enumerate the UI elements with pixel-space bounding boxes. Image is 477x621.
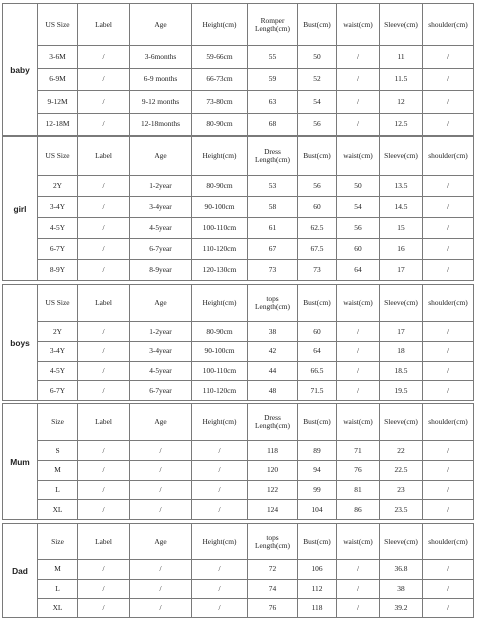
table-cell: / <box>423 341 474 361</box>
column-header: Size <box>38 404 78 441</box>
table-cell: / <box>78 598 130 617</box>
table-cell: 11.5 <box>380 68 423 90</box>
column-header: Label <box>78 4 130 46</box>
table-cell: / <box>192 598 248 617</box>
table-cell: 73 <box>248 260 298 281</box>
table-cell: / <box>78 500 130 520</box>
table-cell: / <box>423 46 474 68</box>
table-cell: / <box>78 91 130 113</box>
table-cell: 59-66cm <box>192 46 248 68</box>
table-cell: 13.5 <box>380 176 423 197</box>
table-cell: / <box>78 218 130 239</box>
table-cell: 118 <box>298 598 337 617</box>
column-header: shoulder(cm) <box>423 524 474 560</box>
table-cell: 1-2year <box>130 322 192 342</box>
table-cell: 52 <box>298 68 337 90</box>
table-cell: 12-18M <box>38 113 78 135</box>
table-cell: / <box>423 260 474 281</box>
table-cell: 18 <box>380 341 423 361</box>
column-header: Sleeve(cm) <box>380 285 423 322</box>
table-cell: L <box>38 579 78 598</box>
column-header: Age <box>130 137 192 176</box>
column-header: Label <box>78 285 130 322</box>
table-cell: 80-90cm <box>192 322 248 342</box>
table-cell: 17 <box>380 260 423 281</box>
column-header: Bust(cm) <box>298 137 337 176</box>
table-cell: M <box>38 460 78 480</box>
table-row <box>3 239 474 260</box>
table-cell: 71.5 <box>298 381 337 401</box>
table-cell: / <box>423 598 474 617</box>
table-row <box>3 560 474 579</box>
column-header: Height(cm) <box>192 137 248 176</box>
table-cell: / <box>130 579 192 598</box>
table-cell: / <box>337 91 380 113</box>
table-cell: 64 <box>337 260 380 281</box>
table-cell: / <box>78 239 130 260</box>
table-cell: 3-6M <box>38 46 78 68</box>
table-cell: 6-7year <box>130 239 192 260</box>
table-row <box>3 46 474 68</box>
table-cell: / <box>337 113 380 135</box>
table-cell: / <box>337 598 380 617</box>
table-cell: 100-110cm <box>192 361 248 381</box>
table-cell: XL <box>38 598 78 617</box>
table-cell: / <box>423 68 474 90</box>
size-table-girl <box>2 136 474 281</box>
column-header: tops Length(cm) <box>248 285 298 322</box>
table-cell: 50 <box>337 176 380 197</box>
table-cell: 66.5 <box>298 361 337 381</box>
column-header: Bust(cm) <box>298 4 337 46</box>
table-cell: 56 <box>298 176 337 197</box>
table-cell: / <box>423 500 474 520</box>
size-block-dad <box>2 523 473 618</box>
column-header: Age <box>130 4 192 46</box>
table-row <box>3 341 474 361</box>
table-cell: 73-80cm <box>192 91 248 113</box>
table-cell: / <box>78 68 130 90</box>
table-cell: 60 <box>298 197 337 218</box>
table-cell: 54 <box>337 197 380 218</box>
table-cell: / <box>423 361 474 381</box>
table-cell: / <box>337 560 380 579</box>
column-header: shoulder(cm) <box>423 4 474 46</box>
size-table-dad <box>2 523 474 618</box>
table-cell: 63 <box>248 91 298 113</box>
table-cell: 100-110cm <box>192 218 248 239</box>
table-cell: / <box>423 176 474 197</box>
header-row <box>3 404 474 441</box>
table-cell: 67.5 <box>298 239 337 260</box>
column-header: Romper Length(cm) <box>248 4 298 46</box>
table-cell: 86 <box>337 500 380 520</box>
table-cell: 6-7Y <box>38 381 78 401</box>
table-cell: / <box>423 197 474 218</box>
table-cell: 66-73cm <box>192 68 248 90</box>
table-cell: / <box>337 361 380 381</box>
table-cell: 104 <box>298 500 337 520</box>
table-cell: 6-7year <box>130 381 192 401</box>
table-cell: 67 <box>248 239 298 260</box>
table-cell: 12.5 <box>380 113 423 135</box>
table-cell: 12 <box>380 91 423 113</box>
column-header: Height(cm) <box>192 404 248 441</box>
table-cell: 99 <box>298 480 337 500</box>
table-row <box>3 218 474 239</box>
column-header: waist(cm) <box>337 524 380 560</box>
table-cell: 9-12M <box>38 91 78 113</box>
column-header: Age <box>130 404 192 441</box>
table-cell: / <box>130 500 192 520</box>
table-cell: 76 <box>248 598 298 617</box>
table-cell: 23.5 <box>380 500 423 520</box>
table-cell: 50 <box>298 46 337 68</box>
size-block-mum <box>2 403 473 520</box>
table-cell: 76 <box>337 460 380 480</box>
table-cell: 68 <box>248 113 298 135</box>
table-cell: 6-9 months <box>130 68 192 90</box>
group-label: Mum <box>3 404 38 520</box>
table-cell: 106 <box>298 560 337 579</box>
table-cell: 8-9year <box>130 260 192 281</box>
table-cell: L <box>38 480 78 500</box>
column-header: Size <box>38 524 78 560</box>
table-cell: 3-4year <box>130 341 192 361</box>
table-cell: 44 <box>248 361 298 381</box>
table-cell: 118 <box>248 441 298 461</box>
table-cell: 80-90cm <box>192 113 248 135</box>
table-cell: 2Y <box>38 176 78 197</box>
column-header: shoulder(cm) <box>423 404 474 441</box>
column-header: waist(cm) <box>337 137 380 176</box>
table-cell: / <box>130 480 192 500</box>
table-row <box>3 113 474 135</box>
table-row <box>3 460 474 480</box>
table-cell: 94 <box>298 460 337 480</box>
table-cell: / <box>423 322 474 342</box>
table-cell: / <box>423 113 474 135</box>
table-cell: / <box>337 68 380 90</box>
column-header: tops Length(cm) <box>248 524 298 560</box>
table-row <box>3 176 474 197</box>
size-table-baby <box>2 3 474 136</box>
table-cell: / <box>130 460 192 480</box>
table-cell: 15 <box>380 218 423 239</box>
table-cell: / <box>192 560 248 579</box>
table-cell: 18.5 <box>380 361 423 381</box>
group-label: boys <box>3 285 38 401</box>
column-header: Age <box>130 285 192 322</box>
table-cell: 74 <box>248 579 298 598</box>
table-cell: / <box>337 322 380 342</box>
table-cell: 4-5Y <box>38 361 78 381</box>
table-cell: 55 <box>248 46 298 68</box>
table-cell: / <box>130 598 192 617</box>
column-header: US Size <box>38 4 78 46</box>
table-row <box>3 68 474 90</box>
table-cell: 61 <box>248 218 298 239</box>
table-cell: 12-18months <box>130 113 192 135</box>
table-cell: / <box>423 91 474 113</box>
table-cell: 73 <box>298 260 337 281</box>
table-cell: 60 <box>337 239 380 260</box>
table-row <box>3 500 474 520</box>
table-cell: / <box>192 480 248 500</box>
table-cell: 14.5 <box>380 197 423 218</box>
table-cell: 81 <box>337 480 380 500</box>
table-row <box>3 579 474 598</box>
table-cell: 4-5year <box>130 218 192 239</box>
column-header: shoulder(cm) <box>423 137 474 176</box>
column-header: waist(cm) <box>337 4 380 46</box>
table-cell: 110-120cm <box>192 381 248 401</box>
group-label: baby <box>3 4 38 136</box>
header-row <box>3 137 474 176</box>
table-cell: / <box>423 480 474 500</box>
table-cell: / <box>78 46 130 68</box>
table-cell: 23 <box>380 480 423 500</box>
table-cell: 72 <box>248 560 298 579</box>
column-header: Age <box>130 524 192 560</box>
table-cell: / <box>78 560 130 579</box>
size-block-boys <box>2 284 473 401</box>
table-row <box>3 197 474 218</box>
table-cell: XL <box>38 500 78 520</box>
column-header: US Size <box>38 285 78 322</box>
table-cell: 3-4Y <box>38 197 78 218</box>
table-cell: / <box>78 176 130 197</box>
table-cell: 120-130cm <box>192 260 248 281</box>
column-header: waist(cm) <box>337 285 380 322</box>
table-cell: / <box>423 218 474 239</box>
table-cell: 36.8 <box>380 560 423 579</box>
table-cell: / <box>78 341 130 361</box>
table-cell: 22 <box>380 441 423 461</box>
column-header: Dress Length(cm) <box>248 404 298 441</box>
table-cell: 9-12 months <box>130 91 192 113</box>
column-header: US Size <box>38 137 78 176</box>
column-header: Sleeve(cm) <box>380 137 423 176</box>
table-cell: 16 <box>380 239 423 260</box>
table-row <box>3 91 474 113</box>
table-row <box>3 441 474 461</box>
table-cell: 19.5 <box>380 381 423 401</box>
table-cell: 89 <box>298 441 337 461</box>
column-header: Label <box>78 137 130 176</box>
table-cell: / <box>423 381 474 401</box>
table-cell: 122 <box>248 480 298 500</box>
table-cell: / <box>192 460 248 480</box>
table-cell: 59 <box>248 68 298 90</box>
table-cell: 64 <box>298 341 337 361</box>
table-cell: 120 <box>248 460 298 480</box>
table-cell: 2Y <box>38 322 78 342</box>
table-cell: / <box>423 441 474 461</box>
column-header: Dress Length(cm) <box>248 137 298 176</box>
table-cell: / <box>78 197 130 218</box>
table-cell: / <box>78 480 130 500</box>
table-cell: / <box>192 500 248 520</box>
table-cell: / <box>192 579 248 598</box>
table-cell: 62.5 <box>298 218 337 239</box>
table-cell: / <box>78 361 130 381</box>
table-cell: 56 <box>298 113 337 135</box>
column-header: Height(cm) <box>192 524 248 560</box>
table-cell: 56 <box>337 218 380 239</box>
header-row <box>3 4 474 46</box>
table-cell: 6-7Y <box>38 239 78 260</box>
table-cell: 110-120cm <box>192 239 248 260</box>
table-cell: 11 <box>380 46 423 68</box>
group-label: girl <box>3 137 38 281</box>
table-cell: 90-100cm <box>192 341 248 361</box>
table-cell: 42 <box>248 341 298 361</box>
group-label: Dad <box>3 524 38 618</box>
table-cell: / <box>337 381 380 401</box>
table-cell: 112 <box>298 579 337 598</box>
table-cell: / <box>130 560 192 579</box>
table-cell: 38 <box>248 322 298 342</box>
table-cell: 17 <box>380 322 423 342</box>
size-block-baby <box>2 3 473 136</box>
table-cell: S <box>38 441 78 461</box>
table-row <box>3 480 474 500</box>
table-cell: 22.5 <box>380 460 423 480</box>
table-cell: 38 <box>380 579 423 598</box>
table-cell: 39.2 <box>380 598 423 617</box>
table-cell: / <box>337 579 380 598</box>
table-cell: 3-6months <box>130 46 192 68</box>
column-header: Height(cm) <box>192 4 248 46</box>
table-cell: 58 <box>248 197 298 218</box>
table-cell: 60 <box>298 322 337 342</box>
column-header: waist(cm) <box>337 404 380 441</box>
table-cell: / <box>337 341 380 361</box>
header-row <box>3 524 474 560</box>
table-cell: / <box>78 579 130 598</box>
column-header: shoulder(cm) <box>423 285 474 322</box>
column-header: Sleeve(cm) <box>380 4 423 46</box>
table-cell: 4-5Y <box>38 218 78 239</box>
table-cell: / <box>130 441 192 461</box>
table-cell: 3-4year <box>130 197 192 218</box>
column-header: Label <box>78 524 130 560</box>
table-cell: / <box>78 460 130 480</box>
table-cell: 71 <box>337 441 380 461</box>
table-cell: 90-100cm <box>192 197 248 218</box>
table-cell: / <box>192 441 248 461</box>
table-cell: 3-4Y <box>38 341 78 361</box>
column-header: Bust(cm) <box>298 524 337 560</box>
table-cell: 80-90cm <box>192 176 248 197</box>
size-block-girl <box>2 136 473 281</box>
table-cell: / <box>78 260 130 281</box>
table-cell: 124 <box>248 500 298 520</box>
table-cell: / <box>423 560 474 579</box>
size-table-mum <box>2 403 474 520</box>
table-cell: / <box>423 239 474 260</box>
column-header: Sleeve(cm) <box>380 404 423 441</box>
table-cell: M <box>38 560 78 579</box>
table-cell: 54 <box>298 91 337 113</box>
header-row <box>3 285 474 322</box>
column-header: Height(cm) <box>192 285 248 322</box>
table-row <box>3 381 474 401</box>
table-row <box>3 598 474 617</box>
table-cell: / <box>337 46 380 68</box>
table-row <box>3 322 474 342</box>
table-cell: / <box>78 381 130 401</box>
column-header: Bust(cm) <box>298 404 337 441</box>
table-cell: / <box>423 460 474 480</box>
table-cell: 6-9M <box>38 68 78 90</box>
column-header: Bust(cm) <box>298 285 337 322</box>
table-cell: / <box>78 113 130 135</box>
column-header: Label <box>78 404 130 441</box>
table-row <box>3 260 474 281</box>
table-cell: / <box>78 322 130 342</box>
table-cell: 8-9Y <box>38 260 78 281</box>
table-cell: 53 <box>248 176 298 197</box>
table-cell: / <box>78 441 130 461</box>
column-header: Sleeve(cm) <box>380 524 423 560</box>
table-cell: 4-5year <box>130 361 192 381</box>
table-cell: 48 <box>248 381 298 401</box>
table-cell: 1-2year <box>130 176 192 197</box>
table-row <box>3 361 474 381</box>
table-cell: / <box>423 579 474 598</box>
size-table-boys <box>2 284 474 401</box>
